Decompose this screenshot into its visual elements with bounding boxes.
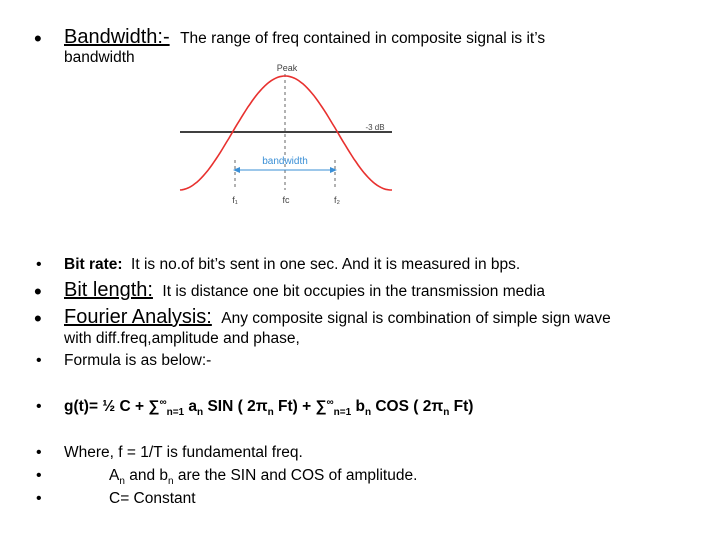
bitrate-label: Bit rate: bbox=[64, 256, 123, 273]
formula-part: COS ( 2π bbox=[371, 398, 444, 415]
bullet: • bbox=[34, 26, 42, 51]
bandwidth-figure-label: bandwidth bbox=[262, 156, 308, 167]
formula-sub: n bbox=[197, 407, 204, 418]
bullet: • bbox=[36, 398, 42, 415]
formula-part: Ft) bbox=[449, 398, 474, 415]
formula-part: b bbox=[351, 398, 365, 415]
formula-intro: Formula is as below:- bbox=[64, 352, 212, 369]
formula-sub: n bbox=[267, 407, 274, 418]
arrow-left-head bbox=[233, 167, 240, 173]
response-curve bbox=[180, 76, 392, 190]
arrow-right-head bbox=[330, 167, 337, 173]
bullet: • bbox=[36, 444, 42, 461]
fourier-formula bbox=[64, 398, 473, 416]
bitlength-line bbox=[64, 279, 545, 302]
bitrate-line bbox=[64, 256, 520, 274]
where-part: A bbox=[109, 467, 120, 484]
formula-sub: n=1 bbox=[333, 407, 352, 418]
formula-sub: n=1 bbox=[166, 407, 185, 418]
fourier-text-cont: with diff.freq,amplitude and phase, bbox=[64, 330, 300, 347]
formula-sup: ∞ bbox=[159, 397, 167, 408]
where-part: and b bbox=[124, 467, 169, 484]
formula-part: a bbox=[184, 398, 198, 415]
where-line2 bbox=[109, 467, 417, 485]
bandwidth-line bbox=[64, 26, 545, 49]
f1-label: f₁ bbox=[232, 195, 238, 205]
bandwidth-figure bbox=[175, 60, 405, 210]
db-label: -3 dB bbox=[365, 123, 385, 132]
bandwidth-text-cont: bandwidth bbox=[64, 49, 135, 66]
bitlength-text: It is distance one bit occupies in the transmission media bbox=[162, 283, 545, 300]
formula-part: SIN ( 2π bbox=[203, 398, 268, 415]
bullet: • bbox=[36, 490, 42, 507]
formula-part: g(t)= ½ C + ∑ bbox=[64, 398, 160, 415]
formula-sub: n bbox=[443, 407, 450, 418]
formula-part: Ft) + ∑ bbox=[273, 398, 327, 415]
where-sub: n bbox=[119, 476, 125, 487]
f2-label: f₂ bbox=[334, 195, 340, 205]
fourier-line bbox=[64, 306, 611, 329]
bullet: • bbox=[36, 467, 42, 484]
bullet: • bbox=[34, 306, 42, 331]
bandwidth-text: The range of freq contained in composite signal is it’s bbox=[180, 30, 546, 47]
where-part: are the SIN and COS of amplitude. bbox=[173, 467, 418, 484]
bullet: • bbox=[34, 279, 42, 304]
fc-label: fc bbox=[282, 195, 290, 205]
fourier-text: Any composite signal is combination of simple sign wave bbox=[221, 310, 611, 327]
bandwidth-label: Bandwidth:- bbox=[64, 26, 170, 48]
peak-label: Peak bbox=[276, 63, 298, 73]
where-line3: C= Constant bbox=[109, 490, 196, 507]
bitlength-label: Bit length: bbox=[64, 279, 153, 301]
where-sub: n bbox=[168, 476, 174, 487]
where-line1: Where, f = 1/T is fundamental freq. bbox=[64, 444, 303, 461]
fourier-label: Fourier Analysis: bbox=[64, 306, 212, 328]
bitrate-text: It is no.of bit’s sent in one sec. And it is measured in bps. bbox=[131, 256, 521, 273]
formula-sup: ∞ bbox=[326, 397, 334, 408]
bullet: • bbox=[36, 256, 42, 273]
formula-sub: n bbox=[364, 407, 372, 418]
bullet: • bbox=[36, 352, 42, 369]
